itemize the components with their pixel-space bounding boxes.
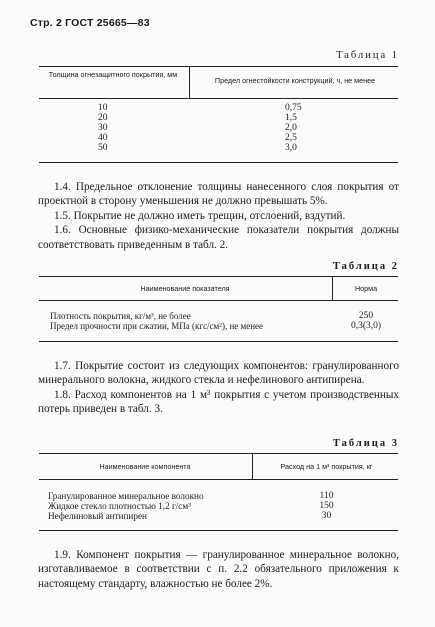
table2-col1-header: Наименование показателя [140, 284, 230, 293]
table1-column-divider [189, 66, 190, 98]
table1-thickness: 40 [98, 133, 108, 143]
table3-row-value: 110 [319, 491, 334, 501]
table1-bottom-rule [39, 162, 398, 163]
table1-header-rule [39, 98, 398, 99]
table1-thickness: 50 [98, 143, 108, 153]
table2-row-value: 0,3(3,0) [350, 321, 382, 331]
table3-row-name: Гранулированное минеральное волокно [48, 491, 204, 501]
table3-row-name: Жидкое стекло плотностью 1,2 г/см³ [48, 501, 191, 511]
table2-column-divider [332, 276, 333, 300]
table3-caption: Таблица 3 [332, 438, 399, 449]
text-block-3 [38, 548, 399, 591]
table3-column-divider [252, 453, 253, 479]
table3-header-rule [39, 479, 398, 480]
text-block-2 [38, 359, 399, 417]
table1-limit: 2,0 [285, 123, 297, 133]
page-header: Стр. 2 ГОСТ 25665—83 [30, 17, 150, 29]
paragraph-1-7: 1.7. Покрытие состоит из следующих компонентов: гранулированного минерального волокна, жидкого стекла и нефелинового антипирена. [38, 360, 399, 387]
table3-top-rule [39, 453, 398, 454]
table1-col2-header: Предел огнестойкости конструкций, ч, не менее [214, 76, 376, 85]
paragraph-1-8: 1.8. Расход компонентов на 1 м³ покрытия с учетом производственных потерь приведен в табл. 3. [38, 388, 399, 416]
paragraph-1-4: 1.4. Предельное отклонение толщины нанесенного слоя покрытия от проектной в сторону уменьшения не должно превышать 5%. [38, 181, 399, 208]
table1-limit: 1,5 [285, 113, 297, 123]
table2-bottom-rule [39, 341, 398, 342]
table3-bottom-rule [39, 530, 398, 531]
table1-top-rule [39, 66, 398, 67]
table3-row-value: 150 [319, 501, 334, 511]
table3-col1-header: Наименование компонента [99, 462, 191, 471]
table2-caption: Таблица 2 [332, 261, 399, 272]
table2-header-rule [39, 300, 398, 301]
table1-limit: 0,75 [285, 103, 302, 113]
table2-top-rule [39, 276, 398, 277]
text-block-1 [38, 180, 399, 252]
table1-thickness: 20 [98, 113, 108, 123]
table2-row-name: Плотность покрытия, кг/м³, не более [50, 311, 191, 321]
table2-row-name: Предел прочности при сжатии, МПа (кгс/см²), не менее [50, 321, 264, 331]
paragraph-1-9: 1.9. Компонент покрытия — гранулированное минеральное волокно, изготавливаемое в соответствии с п. 2.2 обязательного приложения к настоящему стандарту, влажностью не более 2%. [38, 549, 399, 590]
table1-thickness: 10 [98, 103, 108, 113]
table2-row-value: 250 [358, 311, 374, 321]
table2-col2-header: Норма [354, 284, 378, 293]
table1-col1-header: Толщина огнезащитного покрытия, мм [48, 70, 178, 79]
table3-col2-header: Расход на 1 м³ покрытия, кг [280, 462, 373, 471]
table1-limit: 3,0 [285, 143, 297, 153]
table1-caption: Таблица 1 [336, 50, 399, 61]
table1-limit: 2,5 [285, 133, 297, 143]
table3-row-value: 30 [321, 511, 332, 521]
paragraph-1-5: 1.5. Покрытие не должно иметь трещин, отслоений, вздутий. [54, 209, 346, 222]
paragraph-1-6: 1.6. Основные физико-механические показатели покрытия должны соответствовать приведенным в табл. 2. [38, 224, 399, 251]
table1-thickness: 30 [98, 123, 108, 133]
table3-row-name: Нефелиновый антипирен [48, 511, 147, 521]
